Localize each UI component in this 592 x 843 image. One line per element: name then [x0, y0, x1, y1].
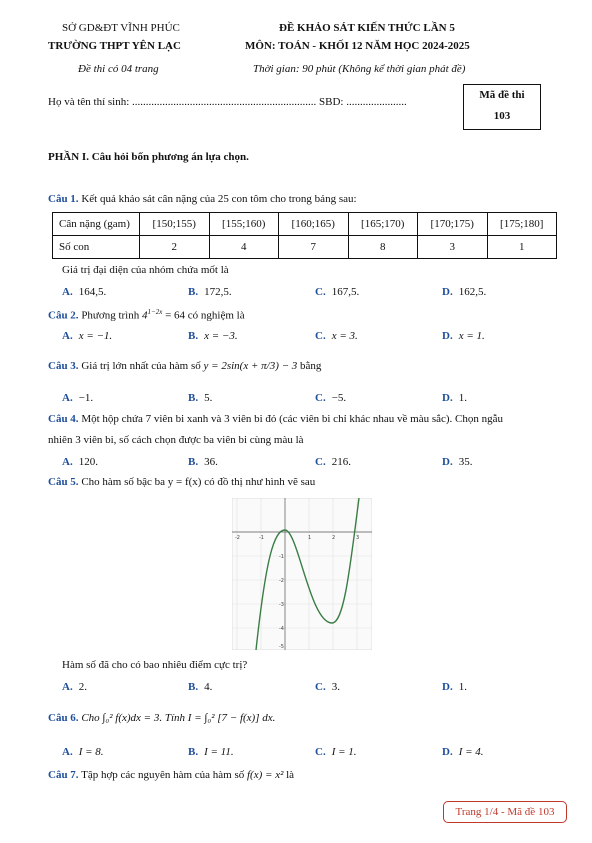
table-cell: 4	[209, 236, 279, 259]
pages-note: Đề thi có 04 trang	[78, 63, 159, 75]
q6-option-b[interactable]: B. I = 11.	[188, 746, 234, 758]
q5-option-b[interactable]: B. 4.	[188, 681, 213, 693]
question-7: Câu 7. Tập hợp các nguyên hàm của hàm số f(x) = x² là	[48, 769, 295, 781]
table-cell: 8	[348, 236, 418, 259]
table-row	[53, 236, 557, 259]
q6-option-c[interactable]: C. I = 1.	[315, 746, 357, 758]
q6-option-d[interactable]: D. I = 4.	[442, 746, 484, 758]
weight-table	[52, 212, 557, 259]
table-cell: [170;175)	[418, 213, 488, 236]
q4-option-a[interactable]: A. 120.	[62, 456, 98, 468]
q1-option-a[interactable]: A. 164,5.	[62, 286, 107, 298]
x-tick: -1	[259, 535, 264, 541]
exam-code-box	[463, 84, 541, 130]
subject-line: MÔN: TOÁN - KHỐI 12 NĂM HỌC 2024-2025	[245, 40, 470, 52]
question-5: Câu 5. Cho hàm số bậc ba y = f(x) có đồ thị như hình vẽ sau	[48, 476, 316, 488]
exam-code-label: Mã đề thi	[479, 89, 525, 101]
q3-option-a[interactable]: A. −1.	[62, 392, 94, 404]
q1-option-b[interactable]: B. 172,5.	[188, 286, 232, 298]
question-6: Câu 6. Cho ∫₀² f(x)dx = 3. Tính I = ∫₀² [7 − f(x)] dx.	[48, 712, 276, 724]
y-tick: -3	[279, 602, 284, 608]
y-tick: -1	[279, 554, 284, 560]
time-line: Thời gian: 90 phút (Không kể thời gian phát đề)	[253, 63, 466, 75]
x-tick: -2	[235, 535, 240, 541]
table-cell: 7	[279, 236, 349, 259]
question-1-prompt: Giá trị đại diện của nhóm chứa mốt là	[62, 264, 229, 276]
q3-option-d[interactable]: D. 1.	[442, 392, 467, 404]
student-info-line[interactable]: Họ và tên thí sinh: ................................................................... SBD: ......................	[48, 96, 407, 108]
q4-option-d[interactable]: D. 35.	[442, 456, 473, 468]
table-cell: [160;165)	[279, 213, 349, 236]
question-3: Câu 3. Giá trị lớn nhất của hàm số y = 2sin(x + π/3) − 3 bằng	[48, 360, 322, 372]
table-cell: Số con	[53, 236, 140, 259]
x-tick: 2	[332, 535, 336, 541]
q3-option-b[interactable]: B. 5.	[188, 392, 213, 404]
q2-option-d[interactable]: D. x = 1.	[442, 330, 485, 342]
table-cell: 2	[140, 236, 210, 259]
q3-option-c[interactable]: C. −5.	[315, 392, 347, 404]
q4-option-b[interactable]: B. 36.	[188, 456, 218, 468]
q5-option-c[interactable]: C. 3.	[315, 681, 340, 693]
question-text: Kết quả khảo sát cân nặng của 25 con tôm cho trong bảng sau:	[81, 193, 357, 205]
question-1	[48, 193, 357, 205]
section-title: PHẦN I. Câu hỏi bốn phương án lựa chọn.	[48, 151, 249, 163]
question-4-line2: nhiên 3 viên bi, số cách chọn được ba viên bi cùng màu là	[48, 434, 304, 446]
exam-code-value: 103	[493, 110, 511, 122]
y-tick: -4	[279, 626, 284, 632]
table-cell: [155;160)	[209, 213, 279, 236]
y-tick: -5	[279, 644, 284, 650]
exam-title: ĐỀ KHẢO SÁT KIẾN THỨC LẦN 5	[279, 22, 455, 34]
table-cell: 3	[418, 236, 488, 259]
table-cell: 1	[487, 236, 557, 259]
q2-option-a[interactable]: A. x = −1.	[62, 330, 113, 342]
table-cell: [165;170)	[348, 213, 418, 236]
table-row	[53, 213, 557, 236]
x-tick: 3	[356, 535, 360, 541]
y-tick: -2	[279, 578, 284, 584]
cubic-graph	[232, 498, 372, 650]
q2-option-b[interactable]: B. x = −3.	[188, 330, 238, 342]
question-2: Câu 2. Phương trình $4^{1-2x} = 64$ có nghiệm là	[48, 308, 245, 322]
question-5-prompt: Hàm số đã cho có bao nhiêu điểm cực trị?	[62, 659, 248, 671]
q5-option-d[interactable]: D. 1.	[442, 681, 467, 693]
q2-option-c[interactable]: C. x = 3.	[315, 330, 358, 342]
school-name: TRƯỜNG THPT YÊN LẠC	[48, 40, 181, 52]
page-footer: Trang 1/4 - Mã đề 103	[443, 801, 567, 823]
table-cell: Cân nặng (gam)	[53, 213, 140, 236]
x-tick: 1	[308, 535, 312, 541]
question-label: Câu 1.	[48, 193, 79, 205]
q6-option-a[interactable]: A. I = 8.	[62, 746, 104, 758]
q1-option-d[interactable]: D. 162,5.	[442, 286, 487, 298]
q4-option-c[interactable]: C. 216.	[315, 456, 351, 468]
question-4: Câu 4. Một hộp chứa 7 viên bi xanh và 3 viên bi đỏ (các viên bi chỉ khác nhau về màu sắc). Chọn ngẫu	[48, 413, 504, 425]
q5-option-a[interactable]: A. 2.	[62, 681, 87, 693]
table-cell: [150;155)	[140, 213, 210, 236]
q1-option-c[interactable]: C. 167,5.	[315, 286, 360, 298]
table-cell: [175;180]	[487, 213, 557, 236]
dept-name: SỞ GD&ĐT VĨNH PHÚC	[62, 22, 180, 34]
